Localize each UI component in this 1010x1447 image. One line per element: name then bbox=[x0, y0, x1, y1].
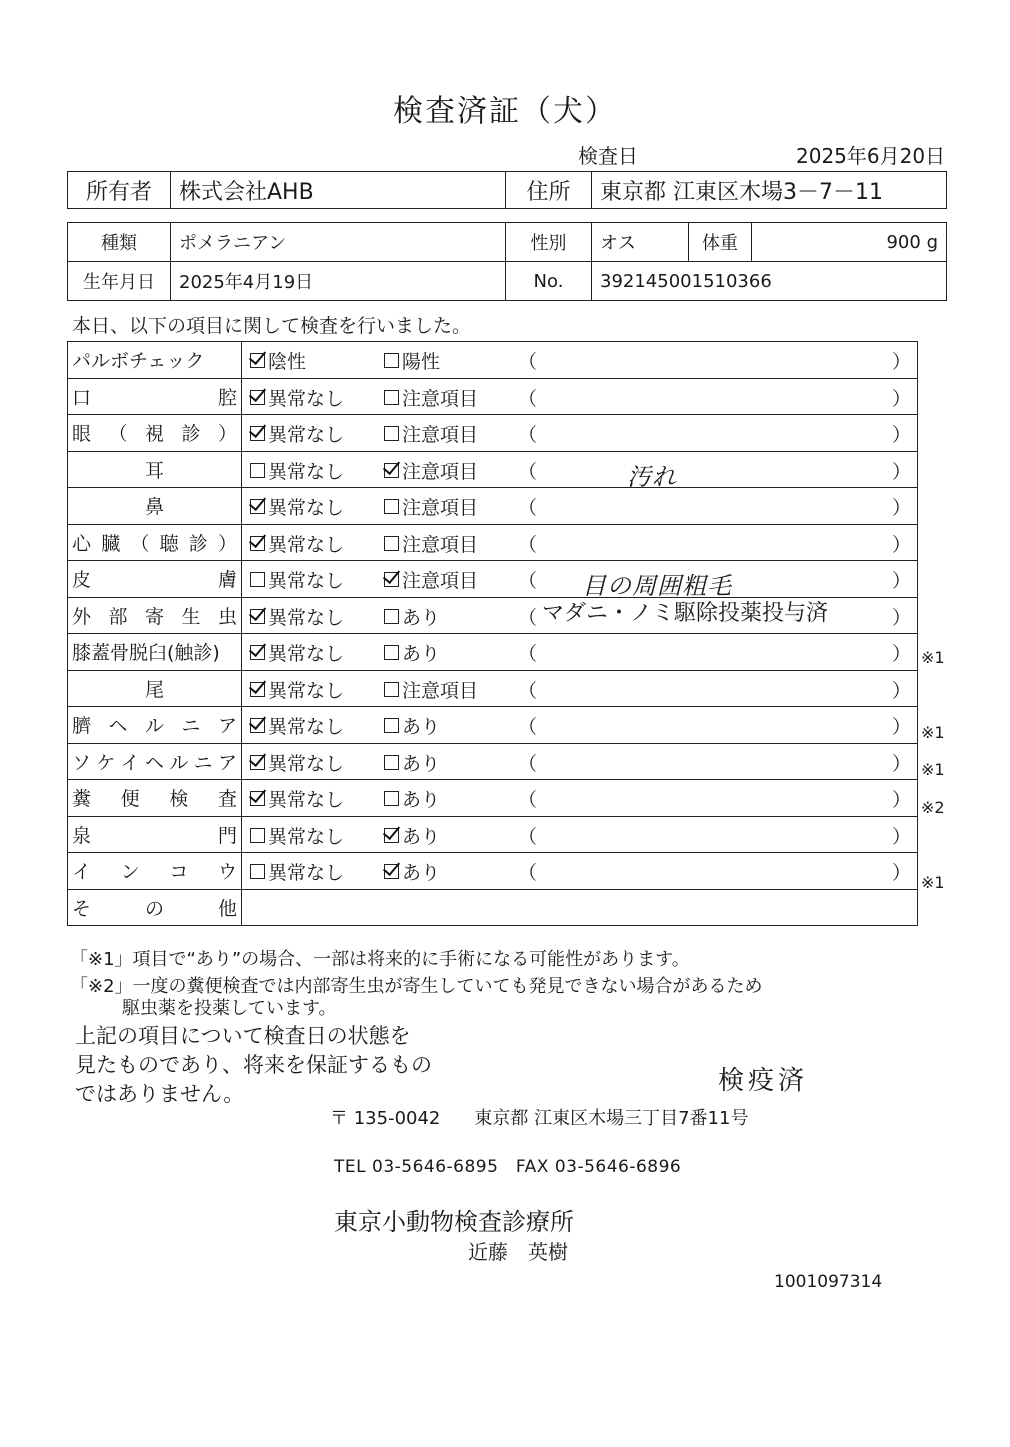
checklist-item-name bbox=[68, 488, 242, 525]
checklist-item-name bbox=[68, 451, 242, 488]
weight-label: 体重 bbox=[689, 223, 752, 262]
checked-box-icon[interactable] bbox=[250, 791, 265, 806]
paren-open: （ bbox=[518, 643, 538, 665]
checklist-item-label: そ の 他 bbox=[72, 897, 237, 920]
checklist-option[interactable] bbox=[250, 822, 344, 849]
intro-text: 本日、以下の項目に関して検査を行いました。 bbox=[72, 315, 472, 337]
checklist-option-label: 異常なし bbox=[268, 424, 345, 446]
checklist-item-label: パルボチェック bbox=[72, 350, 205, 373]
paren-close: ） bbox=[891, 789, 911, 811]
checkbox-icon[interactable] bbox=[250, 463, 265, 478]
checkbox-icon[interactable] bbox=[384, 682, 399, 697]
checklist-option-label: 異常なし bbox=[268, 752, 345, 775]
no-label: No. bbox=[506, 262, 592, 301]
paren-close: ） bbox=[891, 533, 911, 556]
checklist-option[interactable] bbox=[384, 785, 440, 812]
checklist-item-label: 眼 （ 視 診 ） bbox=[72, 423, 237, 446]
animal-table bbox=[67, 222, 947, 301]
checklist-row bbox=[68, 524, 918, 561]
checklist-item-label: 皮 膚 bbox=[72, 569, 237, 592]
paren-open: （ bbox=[518, 862, 538, 884]
paren-close: ） bbox=[891, 424, 911, 446]
breed-value: ポメラニアン bbox=[171, 223, 506, 262]
checklist-option[interactable] bbox=[250, 347, 306, 374]
checklist-option[interactable] bbox=[250, 858, 344, 885]
checkbox-icon[interactable] bbox=[384, 426, 399, 441]
checklist-item-result bbox=[242, 524, 918, 561]
checkbox-icon[interactable] bbox=[384, 718, 399, 733]
checklist-item-result bbox=[242, 342, 918, 379]
footnote-1: 「※1」項目で“あり”の場合、一部は将来的に手術になる可能性があります。 bbox=[70, 949, 690, 970]
checkbox-icon[interactable] bbox=[384, 755, 399, 770]
checklist-item-name bbox=[68, 415, 242, 452]
paren-close: ） bbox=[891, 460, 911, 483]
checklist-option[interactable] bbox=[384, 858, 440, 885]
checklist-option[interactable] bbox=[384, 420, 478, 447]
checklist-option[interactable] bbox=[250, 457, 344, 484]
checkbox-icon[interactable] bbox=[384, 791, 399, 806]
checklist-row bbox=[68, 853, 918, 890]
postal-code: 〒 135-0042 bbox=[330, 1108, 441, 1129]
page-title: 検査済証（犬） bbox=[393, 94, 617, 129]
footnote-mark: ※1 bbox=[921, 723, 945, 742]
checklist-item-result bbox=[242, 780, 918, 817]
checklist-option[interactable] bbox=[384, 493, 478, 520]
checked-box-icon[interactable] bbox=[250, 682, 265, 697]
checked-box-icon[interactable] bbox=[250, 426, 265, 441]
checklist-note: 汚れ bbox=[627, 462, 677, 491]
paren-close: ） bbox=[891, 643, 911, 665]
paren-close: ） bbox=[891, 752, 911, 775]
paren-close: ） bbox=[891, 351, 911, 373]
checklist-item-label: 鼻 bbox=[144, 496, 164, 519]
other-notes-field[interactable] bbox=[242, 889, 918, 926]
footnote-mark: ※2 bbox=[921, 797, 945, 817]
checklist-option-label: 異常なし bbox=[268, 643, 345, 665]
checkbox-icon[interactable] bbox=[250, 572, 265, 587]
checklist-item-label: 口 腔 bbox=[72, 386, 237, 409]
footnote-2: 「※2」一度の糞便検査では内部寄生虫が寄生していても発見できない場合があるため bbox=[70, 976, 763, 997]
checklist-option[interactable] bbox=[250, 676, 344, 703]
checklist-option-label: 異常なし bbox=[268, 716, 345, 738]
checklist-option-label: 注意項目 bbox=[402, 533, 479, 556]
paren-open: （ bbox=[518, 606, 538, 629]
weight-value: 900 g bbox=[752, 223, 947, 262]
checklist-item-result bbox=[242, 670, 918, 707]
checkbox-icon[interactable] bbox=[250, 828, 265, 843]
checklist-option[interactable] bbox=[384, 822, 440, 849]
checklist-item-label: 耳 bbox=[144, 459, 164, 482]
paren-close: ） bbox=[891, 387, 911, 410]
checklist-option[interactable] bbox=[384, 566, 478, 593]
paren-open: （ bbox=[518, 752, 538, 775]
checklist-option-label: あり bbox=[402, 716, 441, 738]
checked-box-icon[interactable] bbox=[250, 390, 265, 405]
disclaimer-line: ではありません。 bbox=[75, 1082, 245, 1106]
disclaimer bbox=[75, 1022, 455, 1109]
checklist-item-result bbox=[242, 853, 918, 890]
checked-box-icon[interactable] bbox=[384, 463, 399, 478]
checklist-row bbox=[68, 670, 918, 707]
checklist-row bbox=[68, 342, 918, 379]
checklist-option-label: 異常なし bbox=[268, 679, 345, 702]
inspector-name: 近藤 英樹 bbox=[468, 1240, 568, 1264]
checklist-option-label: 異常なし bbox=[268, 497, 345, 519]
checklist-row bbox=[68, 816, 918, 853]
checked-box-icon[interactable] bbox=[250, 755, 265, 770]
checklist-item-label: 膝蓋骨脱臼(触診) bbox=[72, 642, 220, 665]
paren-open: （ bbox=[518, 460, 538, 483]
checked-box-icon[interactable] bbox=[250, 645, 265, 660]
paren-close: ） bbox=[891, 862, 911, 884]
paren-open: （ bbox=[518, 424, 538, 446]
checkbox-icon[interactable] bbox=[384, 609, 399, 624]
checklist-row bbox=[68, 597, 918, 634]
checklist-option-label: あり bbox=[402, 862, 441, 884]
paren-close: ） bbox=[891, 825, 911, 848]
checklist-item-label: 泉 門 bbox=[72, 824, 237, 847]
checklist-option[interactable] bbox=[384, 676, 478, 703]
checklist-option[interactable] bbox=[250, 384, 344, 411]
address-value: 東京都 江東区木場3－7－11 bbox=[592, 172, 947, 209]
footnote-mark: ※1 bbox=[921, 648, 945, 668]
paren-open: （ bbox=[518, 533, 538, 556]
checklist-option-label: 異常なし bbox=[268, 570, 345, 592]
checklist-option-label: 異常なし bbox=[268, 862, 345, 884]
checklist-option[interactable] bbox=[250, 785, 344, 812]
checklist-option[interactable] bbox=[250, 712, 344, 739]
checklist-item-name bbox=[68, 816, 242, 853]
clinic-street: 東京都 江東区木場三丁目7番11号 bbox=[474, 1108, 749, 1129]
checklist-item-result bbox=[242, 378, 918, 415]
checklist-item-label: 糞 便 検 査 bbox=[72, 788, 237, 811]
checklist-item-name bbox=[68, 378, 242, 415]
checklist-option[interactable] bbox=[384, 347, 440, 374]
checklist-row bbox=[68, 780, 918, 817]
checklist-item-name bbox=[68, 561, 242, 598]
checklist-item-name bbox=[68, 524, 242, 561]
breed-label: 種類 bbox=[68, 223, 171, 262]
checklist-option[interactable] bbox=[384, 749, 440, 776]
checklist-row bbox=[68, 488, 918, 525]
checklist-option[interactable] bbox=[384, 384, 478, 411]
checklist-option-label: 陽性 bbox=[402, 351, 441, 373]
checklist-option[interactable] bbox=[384, 603, 440, 630]
paren-close: ） bbox=[891, 679, 911, 702]
checklist-item-name bbox=[68, 707, 242, 744]
paren-open: （ bbox=[518, 825, 538, 848]
checklist-item-result bbox=[242, 707, 918, 744]
disclaimer-line: 上記の項目について検査日の状態を bbox=[75, 1024, 411, 1048]
checklist-row bbox=[68, 743, 918, 780]
serial-number: 1001097314 bbox=[774, 1272, 883, 1292]
checklist-item-result bbox=[242, 743, 918, 780]
checklist-option[interactable] bbox=[250, 566, 344, 593]
checklist-option[interactable] bbox=[250, 749, 344, 776]
checkbox-icon[interactable] bbox=[384, 353, 399, 368]
checklist-item-label: 外 部 寄 生 虫 bbox=[72, 605, 237, 628]
owner-table bbox=[67, 171, 947, 209]
paren-close: ） bbox=[891, 716, 911, 738]
checklist-row bbox=[68, 561, 918, 598]
checklist-item-name bbox=[68, 853, 242, 890]
checklist-option-label: 異常なし bbox=[268, 789, 345, 811]
checklist-item-result bbox=[242, 634, 918, 671]
owner-value: 株式会社AHB bbox=[171, 172, 506, 209]
checklist-table bbox=[67, 341, 918, 926]
checklist-option-label: 陰性 bbox=[268, 351, 307, 373]
checklist-row bbox=[68, 451, 918, 488]
disclaimer-line: 見たものであり、将来を保証するもの bbox=[75, 1053, 432, 1077]
checklist-row bbox=[68, 634, 918, 671]
checklist-item-label: 心 臓 （ 聴 診 ） bbox=[72, 532, 237, 555]
checklist-item-name bbox=[68, 743, 242, 780]
checkbox-icon[interactable] bbox=[384, 390, 399, 405]
checklist-option[interactable] bbox=[250, 530, 344, 557]
checklist-item-result bbox=[242, 561, 918, 598]
exam-date-label: 検査日 bbox=[578, 144, 638, 168]
sex-label: 性別 bbox=[506, 223, 592, 262]
checkbox-icon[interactable] bbox=[384, 645, 399, 660]
checklist-item-result bbox=[242, 816, 918, 853]
checklist-option[interactable] bbox=[384, 712, 440, 739]
checklist-option-label: 異常なし bbox=[268, 825, 345, 848]
paren-close: ） bbox=[891, 497, 911, 519]
checklist-item-label: 尾 bbox=[144, 678, 164, 701]
checklist-option-label: あり bbox=[402, 789, 441, 811]
clinic-name: 東京小動物検査診療所 bbox=[334, 1208, 574, 1236]
checklist-note: 目の周囲粗毛 bbox=[582, 572, 732, 600]
checklist-item-label: ソ ケ イ ヘ ル ニ ア bbox=[72, 751, 237, 774]
address-label: 住所 bbox=[506, 172, 592, 209]
checklist-option[interactable] bbox=[384, 639, 440, 666]
checklist-option-label: 注意項目 bbox=[402, 387, 479, 410]
checked-box-icon[interactable] bbox=[384, 828, 399, 843]
owner-label: 所有者 bbox=[68, 172, 171, 209]
clinic-address bbox=[330, 1104, 748, 1130]
checklist-option-label: 異常なし bbox=[268, 606, 345, 629]
dob-label: 生年月日 bbox=[68, 262, 171, 301]
checklist-row-other bbox=[68, 889, 918, 926]
paren-open: （ bbox=[518, 789, 538, 811]
checkbox-icon[interactable] bbox=[384, 536, 399, 551]
checked-box-icon[interactable] bbox=[384, 572, 399, 587]
checklist-note: マダニ・ノミ駆除投薬投与済 bbox=[542, 600, 829, 626]
checklist-option-label: 注意項目 bbox=[402, 460, 479, 483]
checkbox-icon[interactable] bbox=[250, 864, 265, 879]
checklist-option-label: あり bbox=[402, 606, 441, 629]
footnote-mark: ※1 bbox=[921, 872, 945, 892]
footnote-mark: ※1 bbox=[921, 760, 945, 780]
no-value: 392145001510366 bbox=[592, 262, 947, 301]
sex-value: オス bbox=[592, 223, 689, 262]
checklist-item-result bbox=[242, 451, 918, 491]
checklist-option[interactable] bbox=[250, 420, 344, 447]
checklist-item-label: イ ン コ ウ bbox=[72, 861, 237, 884]
checklist-row bbox=[68, 415, 918, 452]
checklist-option[interactable] bbox=[384, 457, 478, 484]
checklist-option-label: 注意項目 bbox=[402, 570, 479, 592]
checklist-option[interactable] bbox=[384, 530, 478, 557]
checked-box-icon[interactable] bbox=[384, 864, 399, 879]
checklist-item-name bbox=[68, 670, 242, 707]
paren-open: （ bbox=[518, 716, 538, 738]
checklist-option-label: 異常なし bbox=[268, 387, 345, 410]
checklist-option-label: あり bbox=[402, 752, 441, 775]
checklist-item-result bbox=[242, 415, 918, 452]
paren-open: （ bbox=[518, 497, 538, 519]
paren-open: （ bbox=[518, 351, 538, 373]
checklist-option[interactable] bbox=[250, 603, 344, 630]
checklist-item-result bbox=[242, 597, 918, 634]
paren-open: （ bbox=[518, 570, 538, 592]
checklist-option-label: 異常なし bbox=[268, 533, 345, 556]
clinic-phone: TEL 03-5646-6895 FAX 03-5646-6896 bbox=[334, 1157, 682, 1177]
checked-box-icon[interactable] bbox=[250, 718, 265, 733]
checklist-item-name bbox=[68, 597, 242, 634]
dob-value: 2025年4月19日 bbox=[171, 262, 506, 301]
checklist-item-name bbox=[68, 780, 242, 817]
checklist-option-label: 注意項目 bbox=[402, 424, 479, 446]
checklist-item-label: 臍 ヘ ル ニ ア bbox=[72, 715, 237, 738]
paren-close: ） bbox=[891, 570, 911, 592]
quarantine-stamp: 検疫済 bbox=[718, 1066, 809, 1096]
checked-box-icon[interactable] bbox=[250, 536, 265, 551]
paren-open: （ bbox=[518, 387, 538, 410]
exam-date: 2025年6月20日 bbox=[796, 144, 946, 168]
checkbox-icon[interactable] bbox=[384, 499, 399, 514]
checklist-item-result bbox=[242, 488, 918, 525]
checked-box-icon[interactable] bbox=[250, 499, 265, 514]
checklist-option-label: 異常なし bbox=[268, 460, 345, 483]
checklist-row bbox=[68, 378, 918, 415]
checklist-option[interactable] bbox=[250, 493, 344, 520]
checklist-option[interactable] bbox=[250, 639, 344, 666]
checklist-item-name bbox=[68, 342, 242, 379]
checklist-option-label: 注意項目 bbox=[402, 679, 479, 702]
checklist-item-name bbox=[68, 889, 242, 926]
paren-open: （ bbox=[518, 679, 538, 702]
checklist-option-label: 注意項目 bbox=[402, 497, 479, 519]
checklist-option-label: あり bbox=[402, 825, 441, 848]
checked-box-icon[interactable] bbox=[250, 353, 265, 368]
paren-close: ） bbox=[891, 606, 911, 629]
checked-box-icon[interactable] bbox=[250, 609, 265, 624]
checklist-option-label: あり bbox=[402, 643, 441, 665]
footnote-2-cont: 駆虫薬を投薬しています。 bbox=[122, 998, 337, 1019]
checklist-item-name bbox=[68, 634, 242, 671]
checklist-row bbox=[68, 707, 918, 744]
